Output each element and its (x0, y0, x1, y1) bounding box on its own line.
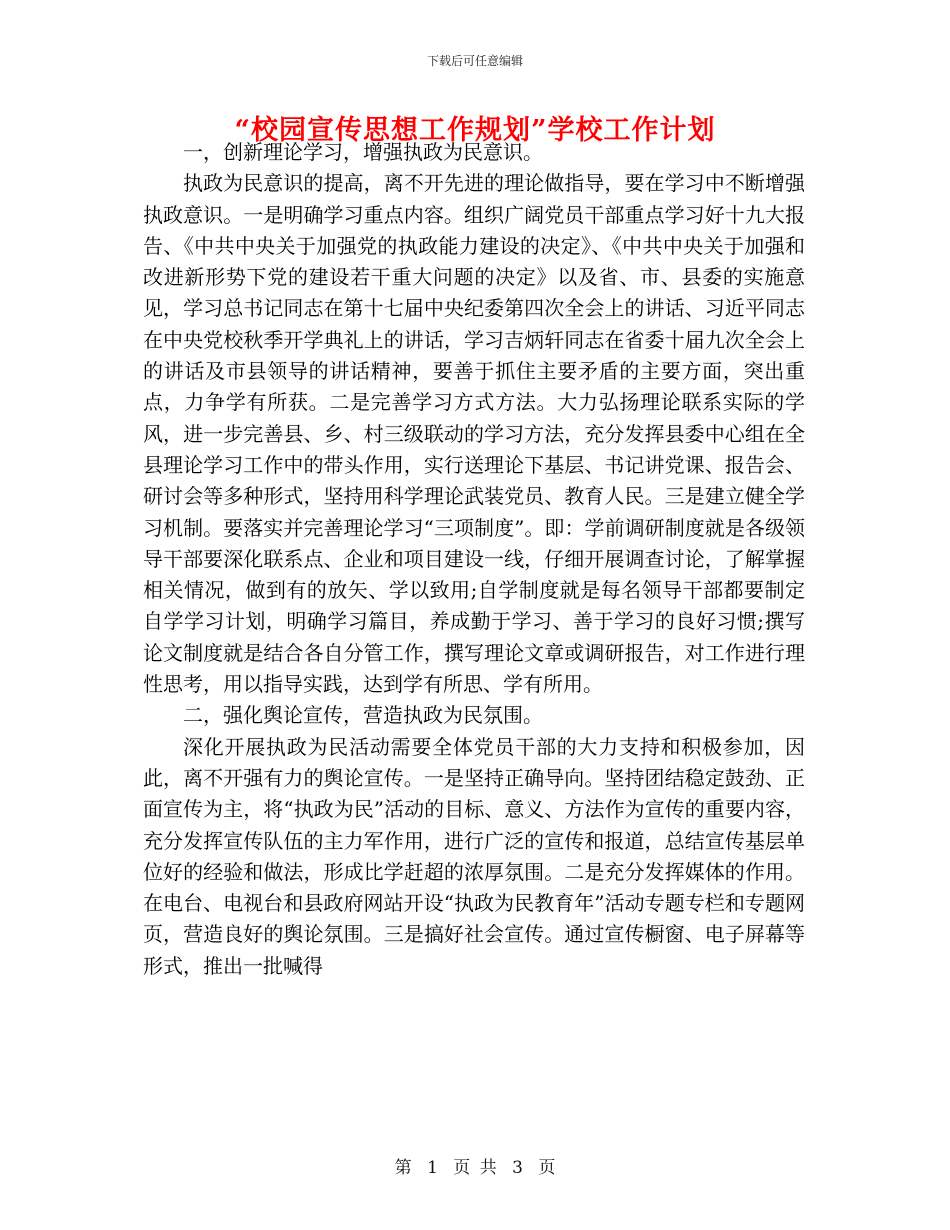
footer-page-number: 1 (427, 1158, 438, 1178)
document-title: “校园宣传思想工作规划”学校工作计划 (234, 115, 716, 146)
footer-mid: 页 共 (453, 1158, 497, 1178)
section-heading-1: 一，创新理论学习，增强执政为民意识。 (183, 140, 543, 164)
footer-total-pages: 3 (512, 1158, 523, 1178)
section-heading-2: 二，强化舆论宣传，营造执政为民氛围。 (183, 703, 543, 728)
paragraph-2: 深化开展执政为民活动需要全体党员干部的大力支持和积极参加，因此，离不开强有力的舆论宣传。一是坚持正确导向。坚持团结稳定鼓劲、正面宣传为主，将“执政为民”活动的目标、意义、方法作为宣传的重要内容，充分发挥宣传队伍的主力军作用，进行广泛的宣传和报道，总结宣传基层单位好的经验和做法，形成比学赶超的浓厚氛围。二是充分发挥媒体的作用。在电台、电视台和县政府网站开设“执政为民教育年”活动专题专栏和专题网页，营造良好的舆论氛围。三是搞好社会宣传。通过宣传橱窗、电子屏幕等形式，推出一批喊得 (143, 734, 805, 978)
page-footer (0, 1153, 950, 1178)
footer-prefix: 第 (394, 1158, 412, 1178)
footer-suffix: 页 (538, 1158, 556, 1178)
document-body (143, 137, 805, 982)
paragraph-1: 执政为民意识的提高，离不开先进的理论做指导，要在学习中不断增强执政意识。一是明确学习重点内容。组织广阔党员干部重点学习好十九大报告、《中共中央关于加强党的执政能力建设的决定》、《中共中央关于加强和改进新形势下党的建设若干重大问题的决定》以及省、市、县委的实施意见，学习总书记同志在第十七届中央纪委第四次全会上的讲话、习近平同志在中央党校秋季开学典礼上的讲话，学习吉炳轩同志在省委十届九次全会上的讲话及市县领导的讲话精神，要善于抓住主要矛盾的主要方面，突出重点，力争学有所获。二是完善学习方式方法。大力弘扬理论联系实际的学风，进一步完善县、乡、村三级联动的学习方法，充分发挥县委中心组在全县理论学习工作中的带头作用，实行送理论下基层、书记讲党课、报告会、研讨会等多种形式，坚持用科学理论武装党员、教育人民。三是建立健全学习机制。要落实并完善理论学习“三项制度”。即：学前调研制度就是各级领导干部要深化联系点、企业和项目建设一线，仔细开展调查讨论，了解掌握相关情况，做到有的放矢、学以致用;自学制度就是每名领导干部都要制定自学学习计划，明确学习篇目，养成勤于学习、善于学习的良好习惯;撰写论文制度就是结合各自分管工作，撰写理论文章或调研报告，对工作进行理性思考，用以指导实践，达到学有所思、学有所用。 (143, 171, 805, 697)
header-note: 下载后可任意编辑 (426, 54, 523, 68)
